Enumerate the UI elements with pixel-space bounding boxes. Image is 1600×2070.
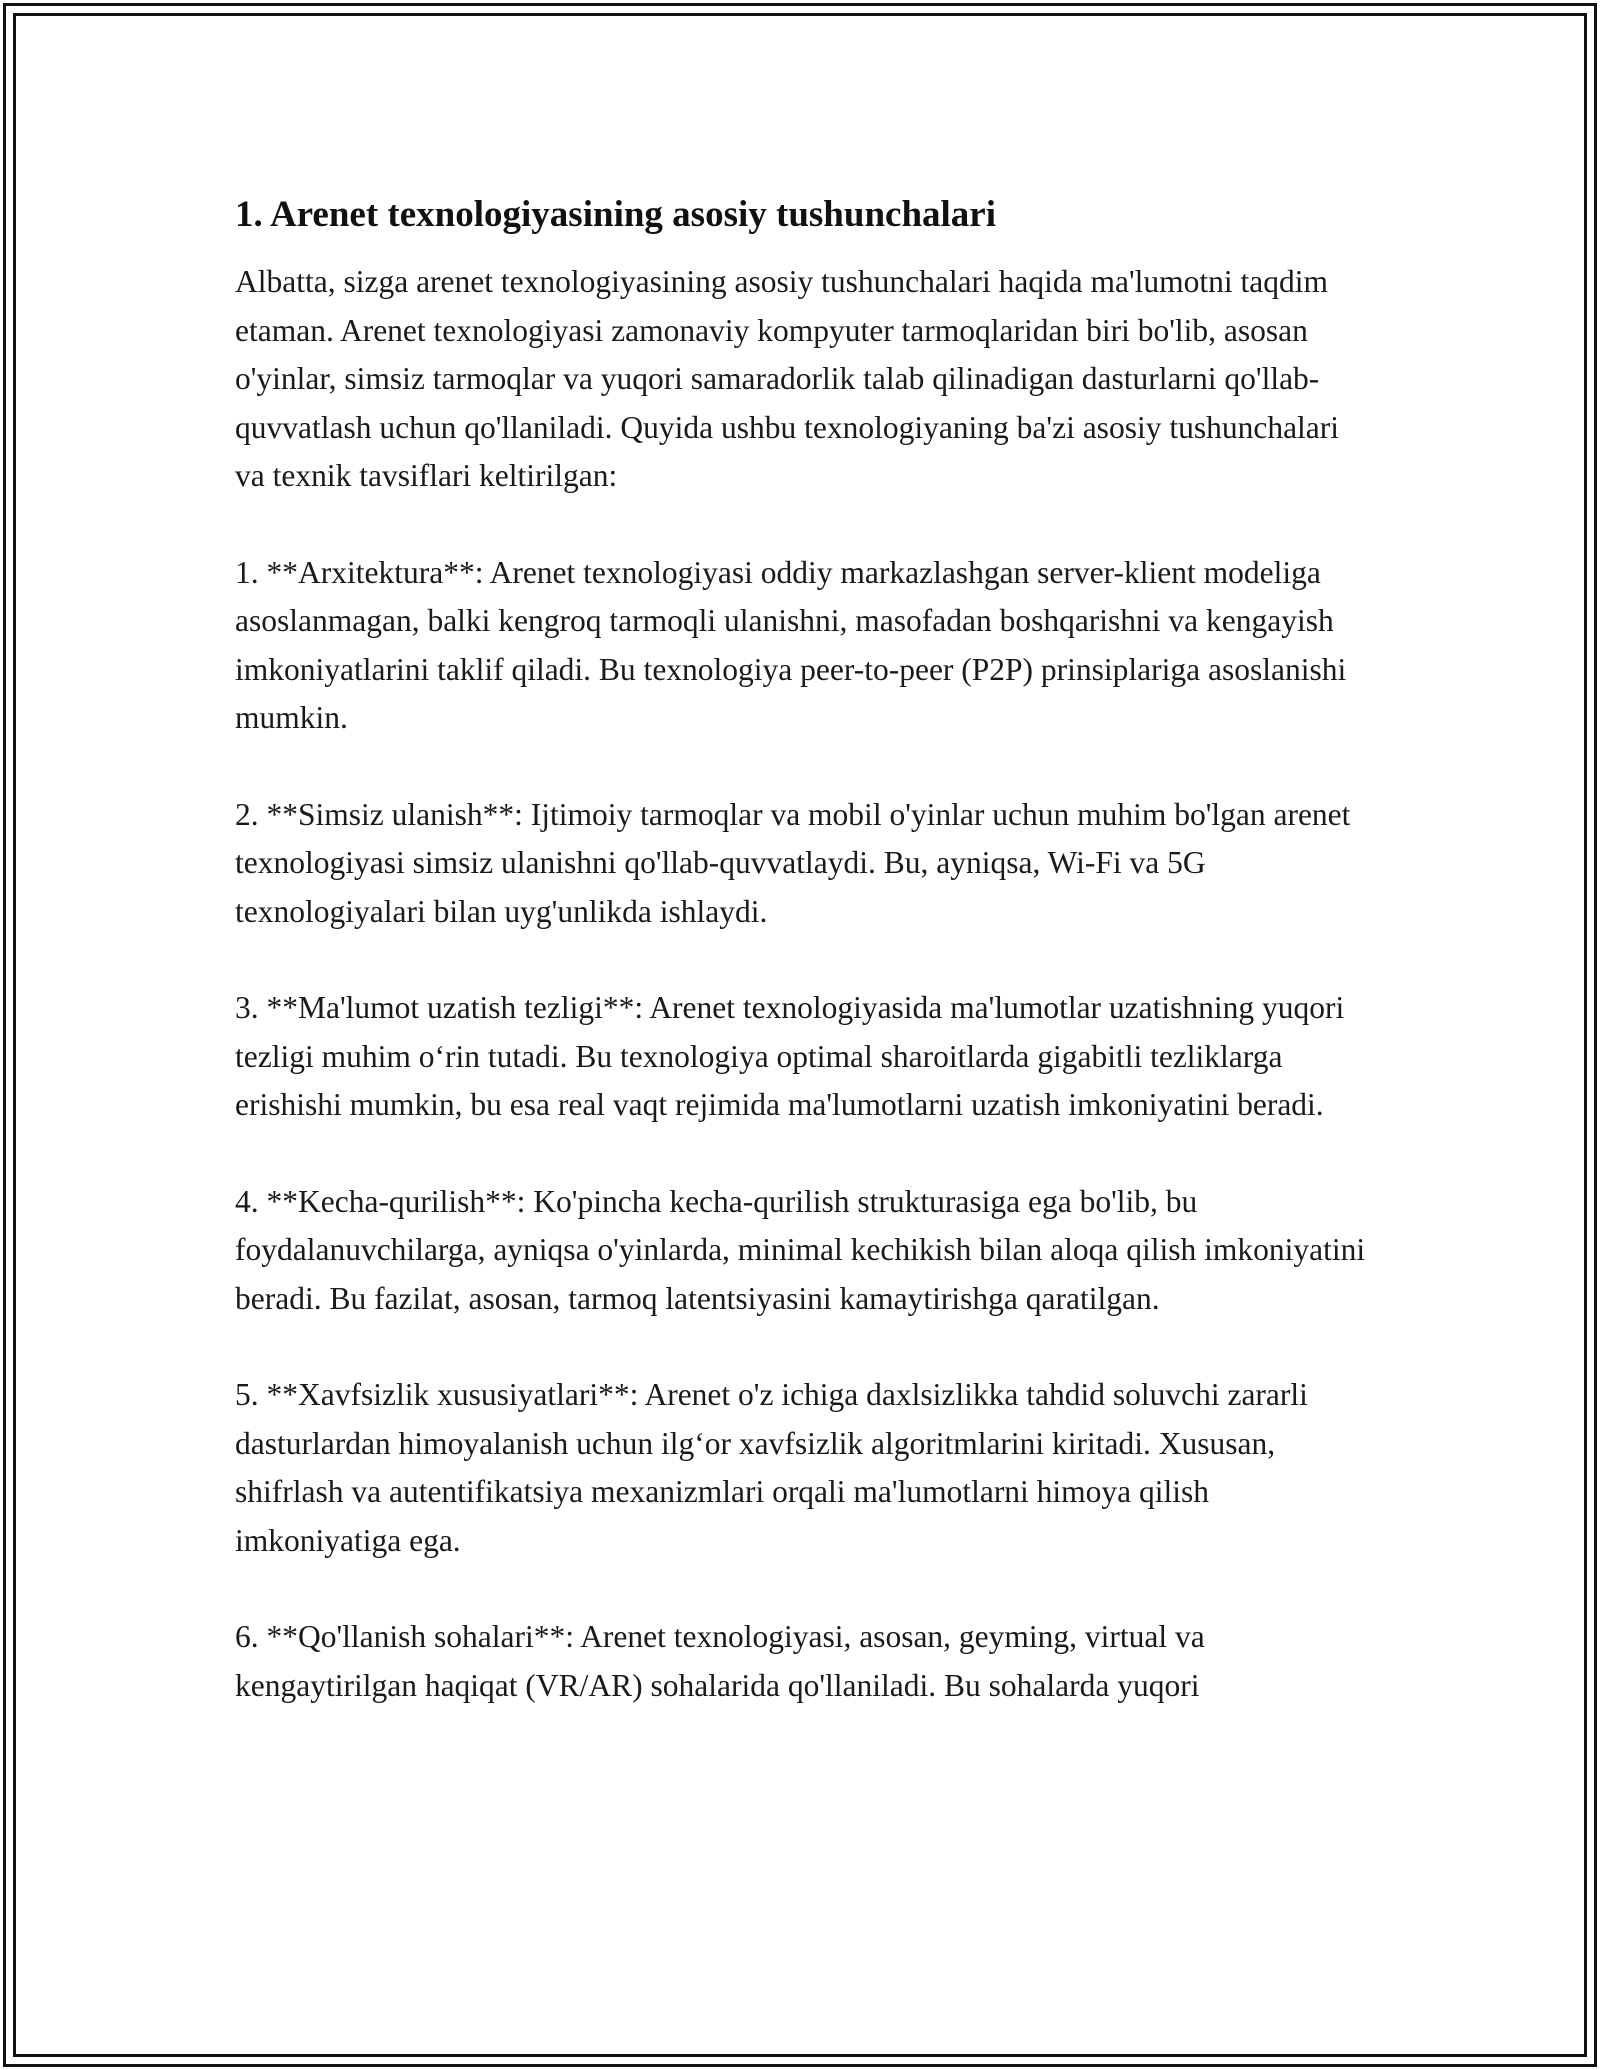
section-heading: 1. Arenet texnologiyasining asosiy tushunchalari <box>235 194 997 235</box>
list-item-data-speed: 3. **Ma'lumot uzatish tezligi**: Arenet texnologiyasida ma'lumotlar uzatishning yuqori tezligi muhim o‘rin tutadi. Bu texnologiya optimal sharoitlarda gigabitli tezliklarga erishishi mumkin, bu esa real vaqt rejimida ma'lumotlarni uzatish imkoniyatini beradi. <box>235 990 1345 1122</box>
list-item-security: 5. **Xavfsizlik xususiyatlari**: Arenet o'z ichiga daxlsizlikka tahdid soluvchi zararli dasturlardan himoyalanish uchun ilg‘or xavfsizlik algoritmlarini kiritadi. Xususan, shifrlash va autentifikatsiya mexanizmlari orqali ma'lumotlarni himoya qilish imkoniyatiga ega. <box>235 1377 1308 1558</box>
document-body <box>235 190 1370 1758</box>
intro-paragraph: Albatta, sizga arenet texnologiyasining asosiy tushunchalari haqida ma'lumotni taqdim etaman. Arenet texnologiyasi zamonaviy kompyuter tarmoqlaridan biri bo'lib, asosan o'yinlar, simsiz tarmoqlar va yuqori samaradorlik talab qilinadigan dasturlarni qo'llab-quvvatlash uchun qo'llaniladi. Quyida ushbu texnologiyaning ba'zi asosiy tushunchalari va texnik tavsiflari keltirilgan: <box>235 264 1340 493</box>
list-item-application-areas: 6. **Qo'llanish sohalari**: Arenet texnologiyasi, asosan, geyming, virtual va kengaytirilgan haqiqat (VR/AR) sohalarida qo'llaniladi. Bu sohalarda yuqori <box>235 1619 1205 1703</box>
list-item-structure: 4. **Kecha-qurilish**: Ko'pincha kecha-qurilish strukturasiga ega bo'lib, bu foydalanuvchilarga, ayniqsa o'yinlarda, minimal kechikish bilan aloqa qilish imkoniyatini beradi. Bu fazilat, asosan, tarmoq latentsiyasini kamaytirishga qaratilgan. <box>235 1183 1366 1316</box>
list-item-wireless: 2. **Simsiz ulanish**: Ijtimoiy tarmoqlar va mobil o'yinlar uchun muhim bo'lgan arenet texnologiyasi simsiz ulanishni qo'llab-quvvatlaydi. Bu, ayniqsa, Wi-Fi va 5G texnologiyalari bilan uyg'unlikda ishlaydi. <box>235 796 1351 929</box>
list-item-architecture: 1. **Arxitektura**: Arenet texnologiyasi oddiy markazlashgan server-klient modeliga asoslanmagan, balki kengroq tarmoqli ulanishni, masofadan boshqarishni va kengayish imkoniyatlarini taklif qiladi. Bu texnologiya peer-to-peer (P2P) prinsiplariga asoslanishi mumkin. <box>235 554 1347 735</box>
